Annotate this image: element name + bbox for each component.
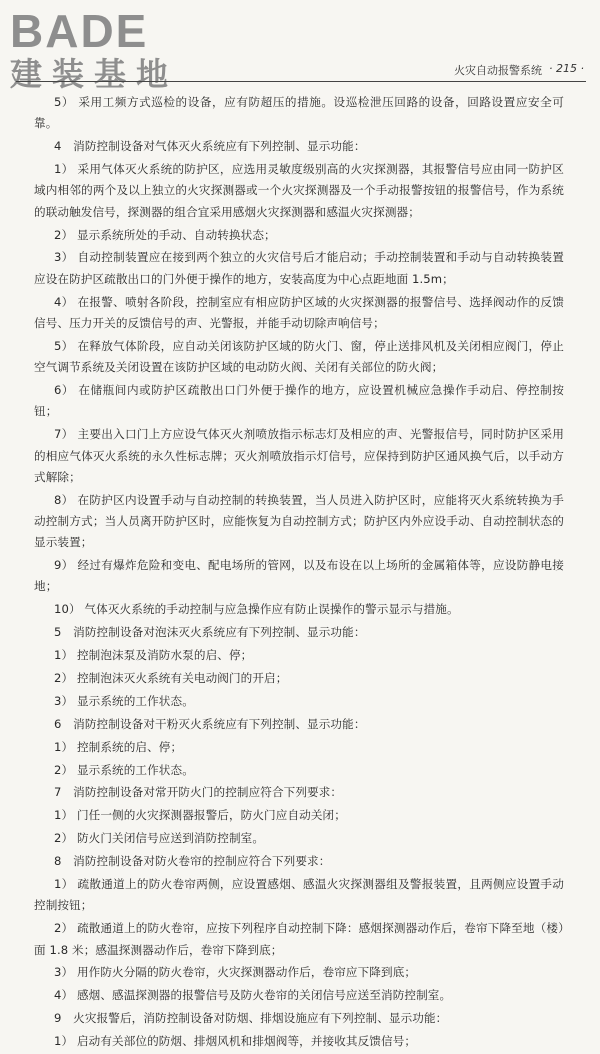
- paragraph: 2） 防火门关闭信号应送到消防控制室。: [54, 831, 265, 846]
- paragraph: 8 消防控制设备对防火卷帘的控制应符合下列要求：: [54, 854, 331, 869]
- paragraph: 3） 自动控制装置应在接到两个独立的火灾信号后才能启动；手动控制装置和手动与自动转换装置应设在防护区疏散出口的门外便于操作的地方，安装高度为中心点距地面 1.5m；: [34, 250, 564, 286]
- paragraph: 1） 启动有关部位的防烟、排烟风机和排烟阀等，并接收其反馈信号；: [54, 1034, 417, 1049]
- paragraph: 1） 采用气体灭火系统的防护区，应选用灵敏度级别高的火灾探测器，其报警信号应由同一防护区域内相邻的两个及以上独立的火灾探测器或一个火灾探测器及一个手动报警按钮的报警信号，作为系统的联动触发信号，探测器的组合宜采用感烟火灾探测器和感温火灾探测器；: [34, 162, 564, 219]
- paragraph: 3） 用作防火分隔的防火卷帘，火灾探测器动作后，卷帘应下降到底；: [54, 965, 417, 980]
- paragraph: 7） 主要出入口门上方应设气体灭火剂喷放指示标志灯及相应的声、光警报信号，同时防护区采用的相应气体灭火系统的永久性标志牌；灭火剂喷放指示灯信号，应保持到防护区通风换气后，以手动方式解除；: [34, 427, 564, 484]
- paragraph: 3） 显示系统的工作状态。: [54, 693, 194, 708]
- watermark-logo: [10, 5, 179, 93]
- watermark-brand: BADE: [10, 5, 149, 57]
- paragraph: 6） 在储瓶间内或防护区疏散出口门外便于操作的地方，应设置机械应急操作手动启、停控制按钮；: [34, 383, 564, 419]
- paragraph: 1） 控制系统的启、停；: [54, 739, 183, 754]
- paragraph: 1） 门任一侧的火灾探测器报警后，防火门应自动关闭；: [54, 808, 346, 823]
- paragraph: 4） 在报警、喷射各阶段，控制室应有相应防护区域的火灾探测器的报警信号、选择阀动作的反馈信号、压力开关的反馈信号的声、光警报，并能手动切除声响信号；: [34, 294, 564, 330]
- paragraph: 2） 显示系统的工作状态。: [54, 762, 194, 777]
- paragraph: 2） 疏散通道上的防火卷帘，应按下列程序自动控制下降：感烟探测器动作后，卷帘下降至地（楼）面 1.8 米；感温探测器动作后，卷帘下降到底；: [34, 921, 564, 957]
- paragraph: 6 消防控制设备对干粉灭火系统应有下列控制、显示功能：: [54, 716, 366, 731]
- watermark-subtitle: 建装基地: [10, 55, 179, 93]
- paragraph: 5 消防控制设备对泡沫灭火系统应有下列控制、显示功能：: [54, 625, 366, 640]
- body-text: [34, 92, 564, 1054]
- paragraph: 2） 显示系统所处的手动、自动转换状态；: [54, 227, 276, 242]
- running-header-title: 火灾自动报警系统: [454, 64, 542, 77]
- paragraph: 7 消防控制设备对常开防火门的控制应符合下列要求：: [54, 785, 343, 800]
- paragraph: 2） 控制泡沫灭火系统有关电动阀门的开启；: [54, 671, 288, 686]
- paragraph: 5） 在释放气体阶段，应自动关闭该防护区域的防火门、窗，停止送排风机及关闭相应阀门，停止空气调节系统及关闭设置在该防护区域的电动防火阀、关闭有关部位的防火阀；: [34, 338, 564, 375]
- paragraph: 1） 控制泡沫泵及消防水泵的启、停；: [54, 648, 253, 663]
- paragraph: 10） 气体灭火系统的手动控制与应急操作应有防止误操作的警示显示与措施。: [54, 602, 459, 617]
- paragraph: 4） 感烟、感温探测器的报警信号及防火卷帘的关闭信号应送至消防控制室。: [54, 988, 452, 1003]
- paragraph: 8） 在防护区内设置手动与自动控制的转换装置，当人员进入防护区时，应能将灭火系统转换为手动控制方式；当人员离开防护区时，应能恢复为自动控制方式；防护区内外应设手动、自动控制状态的显示装置；: [34, 492, 564, 550]
- paragraph: 4 消防控制设备对气体灭火系统应有下列控制、显示功能：: [54, 139, 366, 154]
- paragraph: 1） 疏散通道上的防火卷帘两侧，应设置感烟、感温火灾探测器组及警报装置，且两侧应设置手动控制按钮；: [34, 877, 564, 913]
- page-number: · 215 ·: [549, 62, 584, 75]
- header-rule: [16, 81, 586, 82]
- paragraph: 9） 经过有爆炸危险和变电、配电场所的管网，以及布设在以上场所的金属箱体等，应设防静电接地；: [34, 558, 564, 594]
- paragraph: 5） 采用工频方式巡检的设备，应有防超压的措施。设巡检泄压回路的设备，回路设置应安全可靠。: [34, 95, 564, 131]
- paragraph: 9 火灾报警后，消防控制设备对防烟、排烟设施应有下列控制、显示功能：: [54, 1011, 448, 1026]
